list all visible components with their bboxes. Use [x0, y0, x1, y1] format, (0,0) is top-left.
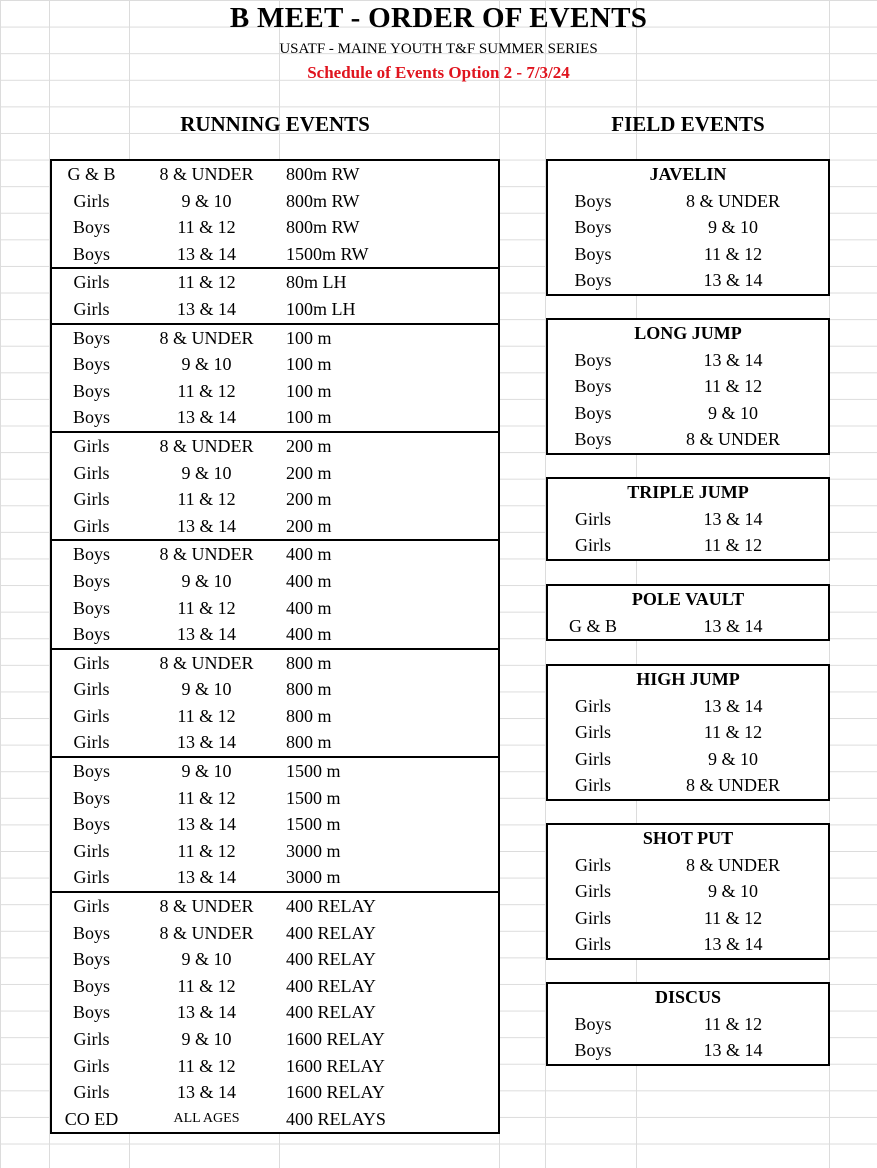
event-cell: 200 m	[286, 462, 332, 483]
gender-cell: Girls	[575, 854, 611, 875]
event-cell: 800m RW	[286, 164, 360, 184]
table-row	[52, 621, 498, 648]
gender-cell: Boys	[72, 814, 110, 835]
gender-cell: Boys	[574, 402, 612, 423]
event-cell: 800 m	[286, 705, 332, 726]
list-item	[548, 1037, 828, 1064]
list-item	[548, 613, 828, 640]
age-cell: 11 & 12	[703, 907, 763, 928]
event-cell: 3000 m	[286, 840, 341, 861]
list-item	[548, 931, 828, 958]
field-event-box	[546, 584, 830, 641]
table-row	[52, 893, 498, 920]
field-event-title: DISCUS	[654, 987, 722, 1007]
age-cell: 13 & 14	[703, 695, 763, 716]
field-event-title: LONG JUMP	[634, 323, 742, 343]
event-cell: 1500 m	[286, 787, 341, 808]
age-cell: 11 & 12	[177, 705, 236, 726]
event-cell: 1600 RELAY	[286, 1082, 385, 1103]
list-item	[548, 373, 828, 400]
table-row	[52, 595, 498, 622]
gender-cell: Girls	[575, 775, 611, 796]
gender-cell: Girls	[73, 1029, 110, 1049]
table-row	[52, 729, 498, 756]
table-row	[52, 650, 498, 677]
table-row	[52, 214, 498, 241]
table-row	[52, 864, 498, 891]
running-event-group	[52, 431, 498, 539]
table-row	[52, 296, 498, 323]
gender-cell: G & B	[67, 164, 116, 184]
age-cell: 9 & 10	[707, 217, 758, 238]
age-cell: 11 & 12	[177, 380, 236, 401]
running-event-group	[52, 539, 498, 647]
age-cell: 13 & 14	[176, 867, 236, 888]
field-event-box	[546, 982, 830, 1066]
event-cell: 400 RELAY	[286, 975, 376, 996]
field-event-title: TRIPLE JUMP	[627, 482, 749, 502]
table-row	[52, 703, 498, 730]
field-event-box	[546, 318, 830, 455]
gender-cell: Girls	[575, 535, 611, 556]
event-cell: 200 m	[286, 489, 332, 510]
table-row	[52, 378, 498, 405]
table-row	[52, 188, 498, 215]
event-cell: 100 m	[286, 354, 332, 375]
schedule-option-label: Schedule of Events Option 2 - 7/3/24	[307, 63, 570, 82]
list-item	[548, 852, 828, 879]
table-row	[52, 1079, 498, 1106]
field-event-title: HIGH JUMP	[636, 669, 740, 689]
event-cell: 1500 m	[286, 761, 341, 782]
gender-cell: Girls	[575, 907, 611, 928]
gender-cell: Girls	[73, 679, 110, 700]
list-item	[548, 746, 828, 773]
gender-cell: Girls	[73, 732, 110, 753]
age-cell: 13 & 14	[176, 515, 236, 536]
gender-cell: Girls	[73, 840, 110, 861]
table-row	[52, 486, 498, 513]
gender-cell: Girls	[73, 298, 110, 319]
gender-cell: Girls	[575, 695, 611, 716]
table-row	[52, 946, 498, 973]
age-cell: 11 & 12	[177, 840, 236, 861]
gender-cell: Boys	[72, 949, 110, 970]
gender-cell: CO ED	[64, 1108, 119, 1129]
gender-cell: Boys	[574, 243, 612, 264]
gender-cell: Boys	[72, 624, 110, 645]
field-event-box	[546, 664, 830, 801]
gender-cell: Boys	[574, 190, 612, 211]
field-event-title: SHOT PUT	[642, 828, 734, 848]
event-cell: 200 m	[286, 435, 332, 456]
age-cell: 13 & 14	[703, 270, 763, 291]
gender-cell: Girls	[575, 508, 611, 529]
age-cell: 13 & 14	[176, 814, 236, 835]
gender-cell: Girls	[575, 881, 611, 902]
age-cell: 8 & UNDER	[686, 775, 780, 796]
gender-cell: Girls	[73, 1082, 110, 1103]
table-row	[52, 758, 498, 785]
age-cell: ALL AGES	[173, 1110, 240, 1126]
table-row	[52, 785, 498, 812]
gender-cell: Boys	[574, 270, 612, 291]
list-item	[548, 878, 828, 905]
gender-cell: Boys	[72, 354, 110, 375]
age-cell: 9 & 10	[181, 462, 232, 483]
table-row	[52, 811, 498, 838]
age-cell: 9 & 10	[181, 354, 232, 375]
event-cell: 800 m	[286, 679, 332, 700]
table-row	[52, 460, 498, 487]
field-events-heading: FIELD EVENTS	[611, 112, 765, 136]
age-cell: 9 & 10	[707, 881, 758, 902]
table-row	[52, 999, 498, 1026]
event-cell: 200 m	[286, 515, 332, 536]
age-cell: 11 & 12	[177, 787, 236, 808]
list-item	[548, 400, 828, 427]
running-event-group	[52, 756, 498, 891]
age-cell: 13 & 14	[703, 934, 763, 955]
age-cell: 11 & 12	[703, 243, 763, 264]
age-cell: 8 & UNDER	[686, 429, 780, 450]
age-cell: 8 & UNDER	[159, 327, 254, 348]
age-cell: 11 & 12	[177, 272, 236, 293]
table-row	[52, 541, 498, 568]
gender-cell: Girls	[73, 272, 110, 293]
gender-cell: Boys	[72, 570, 110, 591]
age-cell: 11 & 12	[703, 722, 763, 743]
table-row	[52, 404, 498, 431]
age-cell: 11 & 12	[177, 1055, 236, 1076]
gender-cell: Boys	[574, 1040, 612, 1061]
age-cell: 13 & 14	[176, 732, 236, 753]
gender-cell: Girls	[73, 489, 110, 510]
event-cell: 800 m	[286, 732, 332, 753]
gender-cell: Boys	[72, 407, 110, 428]
table-row	[52, 1106, 498, 1133]
age-cell: 8 & UNDER	[159, 164, 254, 184]
gender-cell: Girls	[73, 705, 110, 726]
running-event-group	[52, 891, 498, 1132]
field-event-box	[546, 823, 830, 960]
event-cell: 1600 RELAY	[286, 1029, 385, 1049]
gender-cell: Girls	[73, 515, 110, 536]
age-cell: 11 & 12	[177, 217, 236, 238]
age-cell: 8 & UNDER	[159, 896, 254, 917]
list-item	[548, 347, 828, 374]
table-row	[52, 676, 498, 703]
list-item	[548, 214, 828, 241]
age-cell: 9 & 10	[181, 949, 232, 970]
list-item	[548, 719, 828, 746]
table-row	[52, 1026, 498, 1053]
event-cell: 400 RELAY	[286, 949, 376, 970]
age-cell: 13 & 14	[176, 1082, 236, 1103]
table-row	[52, 973, 498, 1000]
running-events-table	[50, 159, 500, 1134]
age-cell: 13 & 14	[703, 349, 763, 370]
list-item	[548, 426, 828, 453]
gender-cell: Boys	[72, 597, 110, 618]
list-item	[548, 1011, 828, 1038]
event-cell: 400 RELAY	[286, 922, 376, 943]
field-event-title: POLE VAULT	[631, 589, 745, 609]
age-cell: 13 & 14	[176, 243, 236, 264]
table-row	[52, 433, 498, 460]
field-event-box	[546, 477, 830, 561]
table-row	[52, 568, 498, 595]
table-row	[52, 920, 498, 947]
age-cell: 13 & 14	[176, 407, 236, 428]
age-cell: 8 & UNDER	[686, 854, 780, 875]
event-cell: 1500 m	[286, 814, 341, 835]
event-cell: 1600 RELAY	[286, 1055, 385, 1076]
page-title: B MEET - ORDER OF EVENTS	[229, 2, 648, 34]
list-item	[548, 267, 828, 294]
field-event-title: JAVELIN	[649, 164, 727, 184]
gender-cell: Girls	[73, 190, 110, 211]
age-cell: 9 & 10	[707, 402, 758, 423]
event-cell: 400 RELAYS	[286, 1108, 386, 1129]
gender-cell: Boys	[72, 787, 110, 808]
gender-cell: Girls	[73, 867, 110, 888]
event-cell: 1500m RW	[286, 243, 369, 264]
age-cell: 11 & 12	[177, 597, 236, 618]
table-row	[52, 513, 498, 540]
table-row	[52, 325, 498, 352]
age-cell: 13 & 14	[703, 1040, 763, 1061]
list-item	[548, 532, 828, 559]
age-cell: 13 & 14	[703, 615, 763, 636]
gender-cell: Girls	[575, 722, 611, 743]
event-cell: 100 m	[286, 380, 332, 401]
event-cell: 400 m	[286, 624, 332, 645]
table-row	[52, 241, 498, 268]
list-item	[548, 693, 828, 720]
list-item	[548, 772, 828, 799]
gender-cell: Boys	[72, 243, 110, 264]
age-cell: 13 & 14	[703, 508, 763, 529]
event-cell: 400 m	[286, 544, 332, 565]
gender-cell: Boys	[72, 761, 110, 782]
list-item	[548, 241, 828, 268]
gender-cell: Boys	[574, 217, 612, 238]
event-cell: 800m RW	[286, 217, 360, 238]
running-events-heading: RUNNING EVENTS	[180, 112, 370, 136]
age-cell: 9 & 10	[181, 761, 232, 782]
table-row	[52, 161, 498, 188]
event-cell: 80m LH	[286, 272, 347, 293]
age-cell: 13 & 14	[176, 624, 236, 645]
running-event-group	[52, 161, 498, 267]
gender-cell: G & B	[568, 615, 617, 636]
age-cell: 9 & 10	[181, 570, 232, 591]
age-cell: 11 & 12	[177, 489, 236, 510]
event-cell: 400 RELAY	[286, 896, 376, 917]
age-cell: 11 & 12	[703, 535, 763, 556]
age-cell: 8 & UNDER	[159, 435, 254, 456]
gender-cell: Girls	[73, 435, 110, 456]
age-cell: 11 & 12	[177, 975, 236, 996]
gender-cell: Boys	[72, 922, 110, 943]
gender-cell: Girls	[73, 896, 110, 917]
age-cell: 8 & UNDER	[686, 190, 780, 211]
field-event-box	[546, 159, 830, 296]
gender-cell: Boys	[72, 544, 110, 565]
age-cell: 9 & 10	[181, 679, 232, 700]
event-cell: 100 m	[286, 407, 332, 428]
event-cell: 400 m	[286, 597, 332, 618]
gender-cell: Boys	[72, 1002, 110, 1023]
gender-cell: Boys	[574, 349, 612, 370]
gender-cell: Girls	[73, 1055, 110, 1076]
event-cell: 3000 m	[286, 867, 341, 888]
age-cell: 11 & 12	[703, 376, 763, 397]
table-row	[52, 1053, 498, 1080]
gender-cell: Boys	[72, 327, 110, 348]
event-cell: 100m LH	[286, 298, 356, 319]
event-cell: 800 m	[286, 652, 332, 673]
event-cell: 800m RW	[286, 190, 360, 211]
event-cell: 400 RELAY	[286, 1002, 376, 1023]
list-item	[548, 506, 828, 533]
gender-cell: Girls	[73, 462, 110, 483]
event-cell: 400 m	[286, 570, 332, 591]
page-subtitle: USATF - MAINE YOUTH T&F SUMMER SERIES	[279, 41, 598, 57]
running-event-group	[52, 323, 498, 431]
table-row	[52, 838, 498, 865]
age-cell: 13 & 14	[176, 1002, 236, 1023]
running-event-group	[52, 267, 498, 322]
age-cell: 8 & UNDER	[159, 922, 254, 943]
list-item	[548, 905, 828, 932]
event-cell: 100 m	[286, 327, 332, 348]
gender-cell: Boys	[72, 217, 110, 238]
table-row	[52, 351, 498, 378]
gender-cell: Boys	[574, 376, 612, 397]
age-cell: 13 & 14	[176, 298, 236, 319]
age-cell: 9 & 10	[707, 748, 758, 769]
gender-cell: Girls	[575, 934, 611, 955]
age-cell: 8 & UNDER	[159, 544, 254, 565]
age-cell: 11 & 12	[703, 1013, 763, 1034]
gender-cell: Girls	[73, 652, 110, 673]
gender-cell: Boys	[574, 1013, 612, 1034]
age-cell: 8 & UNDER	[159, 652, 254, 673]
running-event-group	[52, 648, 498, 756]
gender-cell: Girls	[575, 748, 611, 769]
age-cell: 9 & 10	[181, 1029, 232, 1049]
age-cell: 9 & 10	[181, 190, 232, 211]
gender-cell: Boys	[72, 975, 110, 996]
table-row	[52, 269, 498, 296]
list-item	[548, 188, 828, 215]
gender-cell: Boys	[72, 380, 110, 401]
gender-cell: Boys	[574, 429, 612, 450]
